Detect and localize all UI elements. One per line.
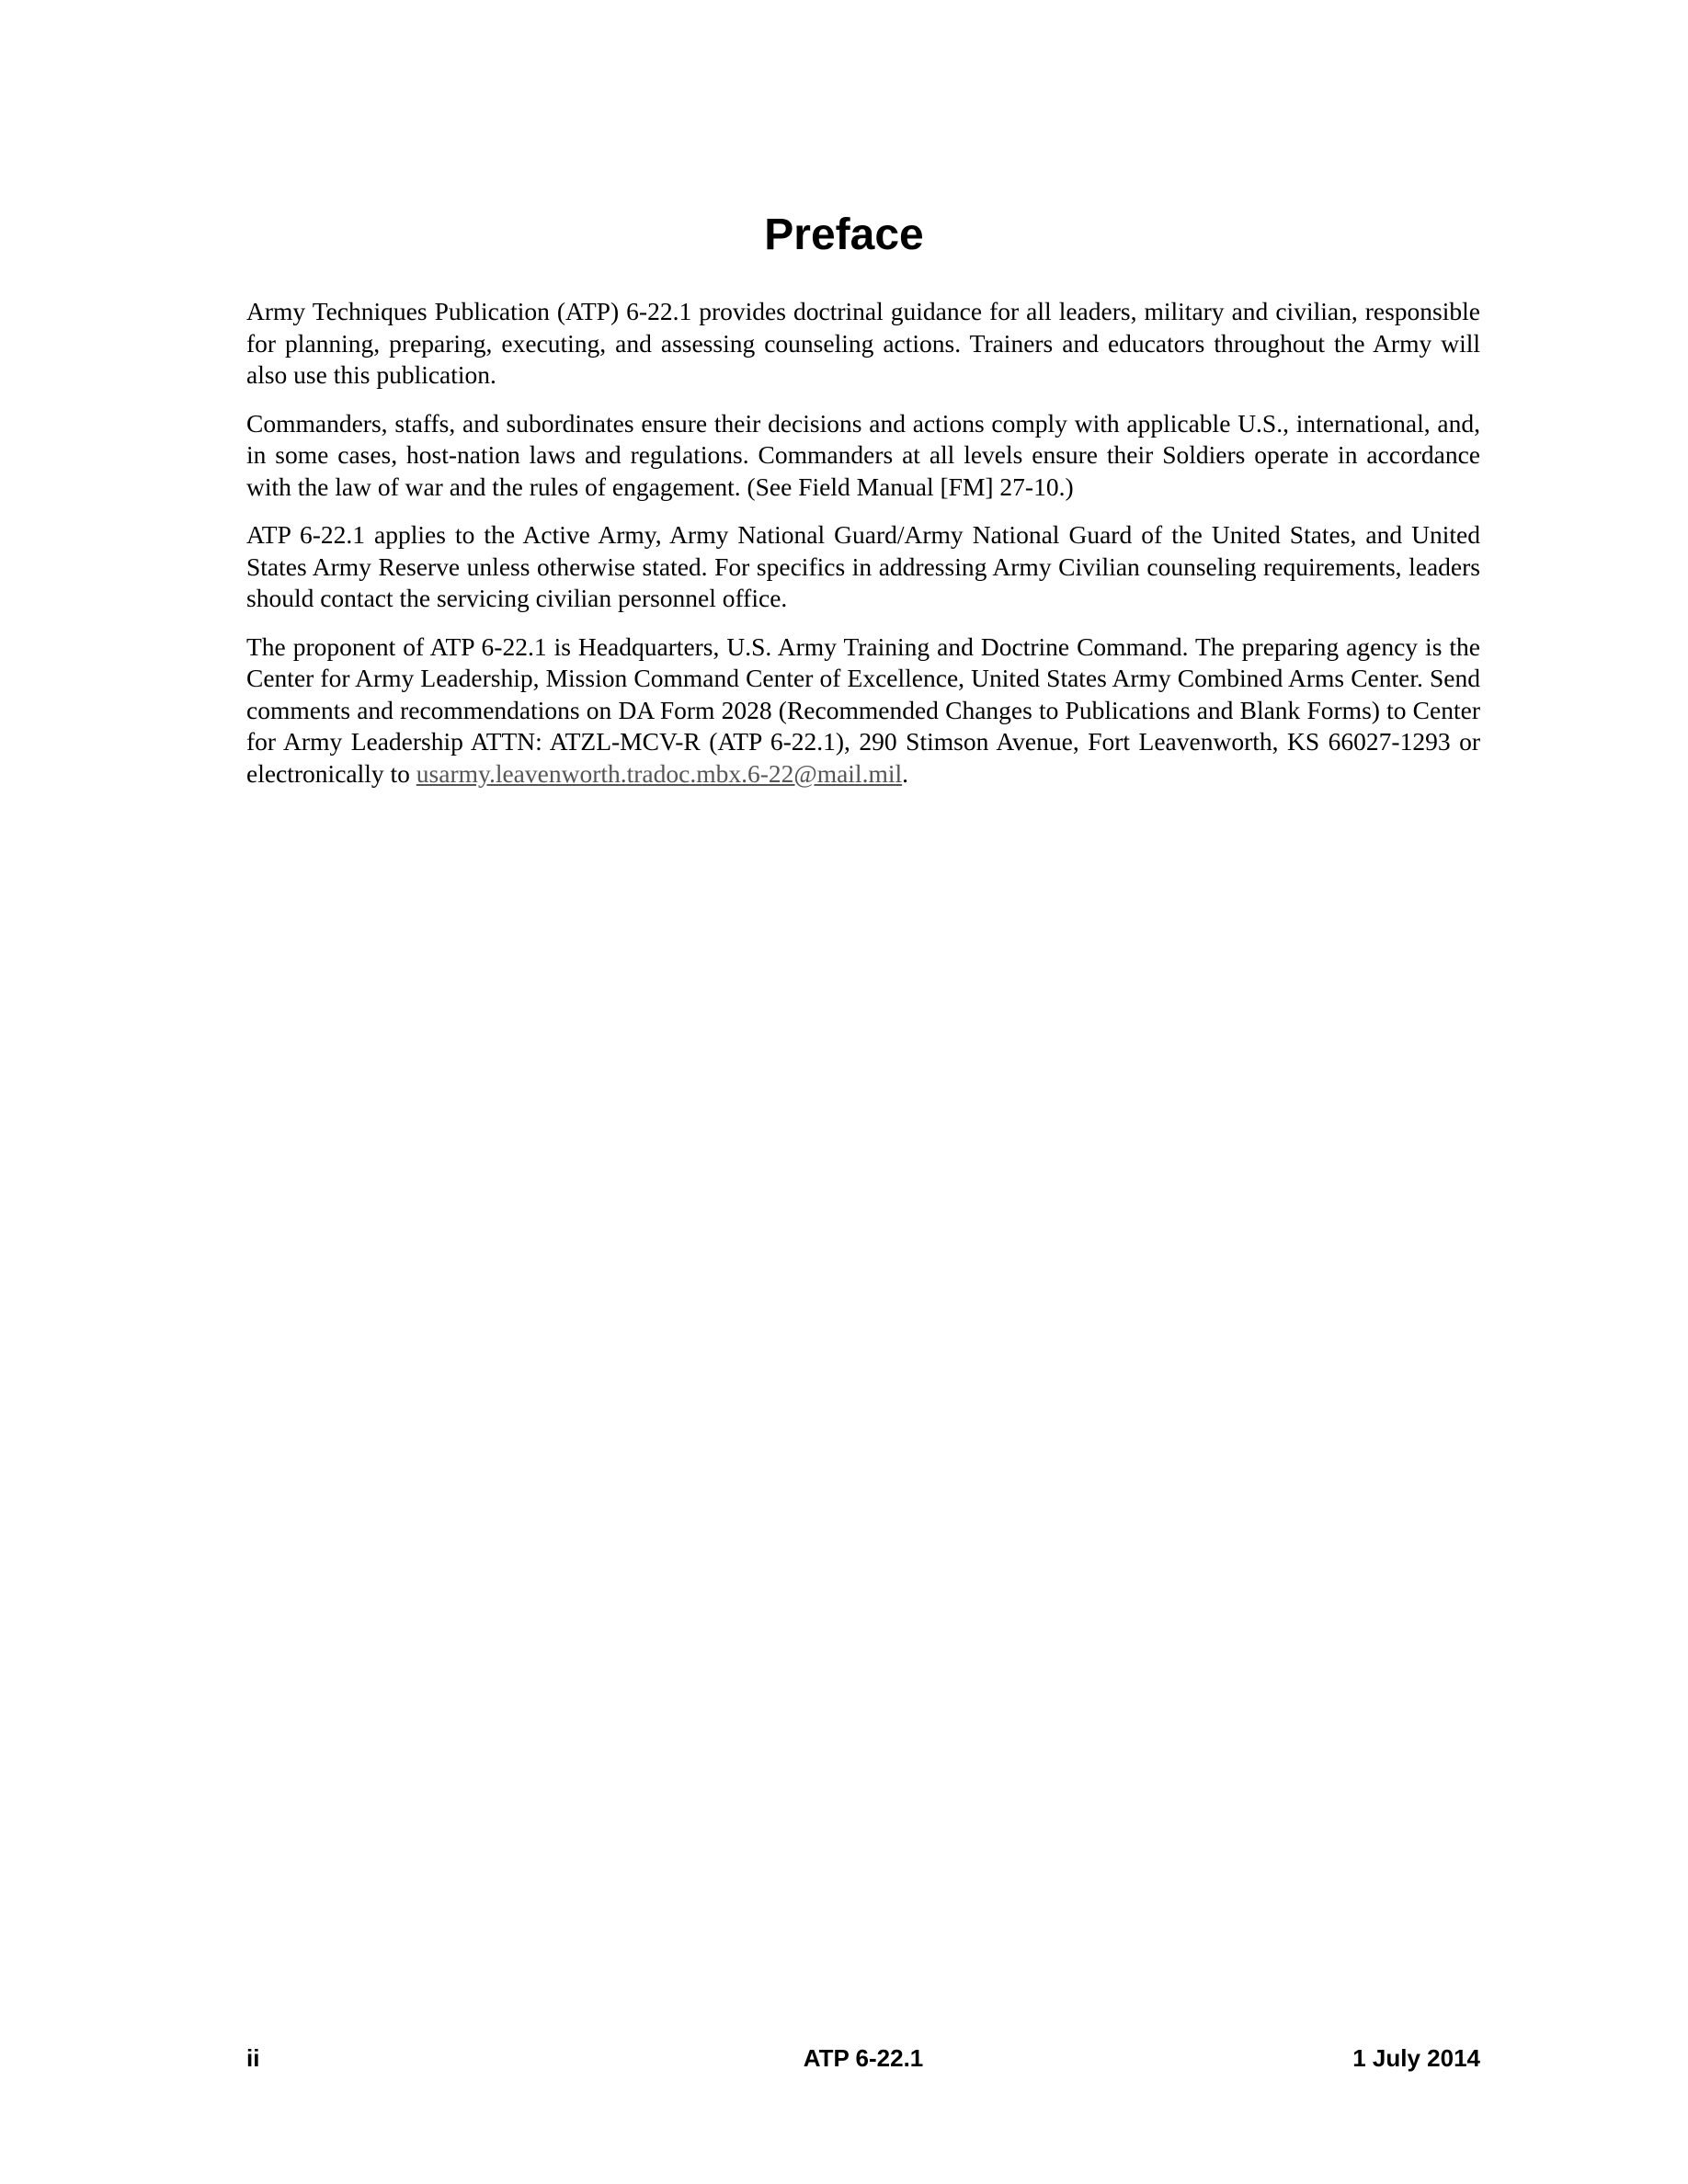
paragraph-purpose: Army Techniques Publication (ATP) 6-22.1 provides doctrinal guidance for all leaders, military and civilian, responsible for planning, preparing, executing, and assessing counseling actions. Trainers and educators throughout the Army will also use this publication. <box>246 297 1480 389</box>
footer-publication: ATP 6-22.1 <box>803 2044 924 2072</box>
feedback-email-link[interactable]: usarmy.leavenworth.tradoc.mbx.6-22@mail.mil <box>416 758 903 788</box>
footer-page-number: ii <box>246 2044 260 2072</box>
proponent-end: . <box>902 758 908 788</box>
preface-body <box>246 296 1480 806</box>
paragraph-applicability: ATP 6-22.1 applies to the Active Army, Army National Guard/Army National Guard of the United States, and United States Army Reserve unless otherwise stated. For specifics in addressing Army Civilian counseling requirements, leaders should contact the servicing civilian personnel office. <box>246 520 1480 612</box>
footer-date: 1 July 2014 <box>1352 2044 1480 2072</box>
page-title: Preface <box>764 210 924 259</box>
paragraph-legal-compliance: Commanders, staffs, and subordinates ensure their decisions and actions comply with applicable U.S., international, and, in some cases, host-nation laws and regulations. Commanders at all levels ensure their Soldiers operate in accordance with the law of war and the rules of engagement. (See Field Manual [FM] 27-10.) <box>246 408 1480 501</box>
proponent-text: The proponent of ATP 6-22.1 is Headquarters, U.S. Army Training and Doctrine Command. The preparing agency is the Center for Army Leadership, Mission Command Center of Excellence, United States Army Combined Arms Center. Send comments and recommendations on DA Form 2028 (Recommended Changes to Publications and Blank Forms) to Center for Army Leadership ATTN: ATZL-MCV-R (ATP 6-22.1), 290 Stimson Avenue, Fort Leavenworth, KS 66027-1293 or electronically to <box>246 631 1480 788</box>
page-footer <box>246 2042 1480 2074</box>
paragraph-proponent <box>246 631 1480 791</box>
